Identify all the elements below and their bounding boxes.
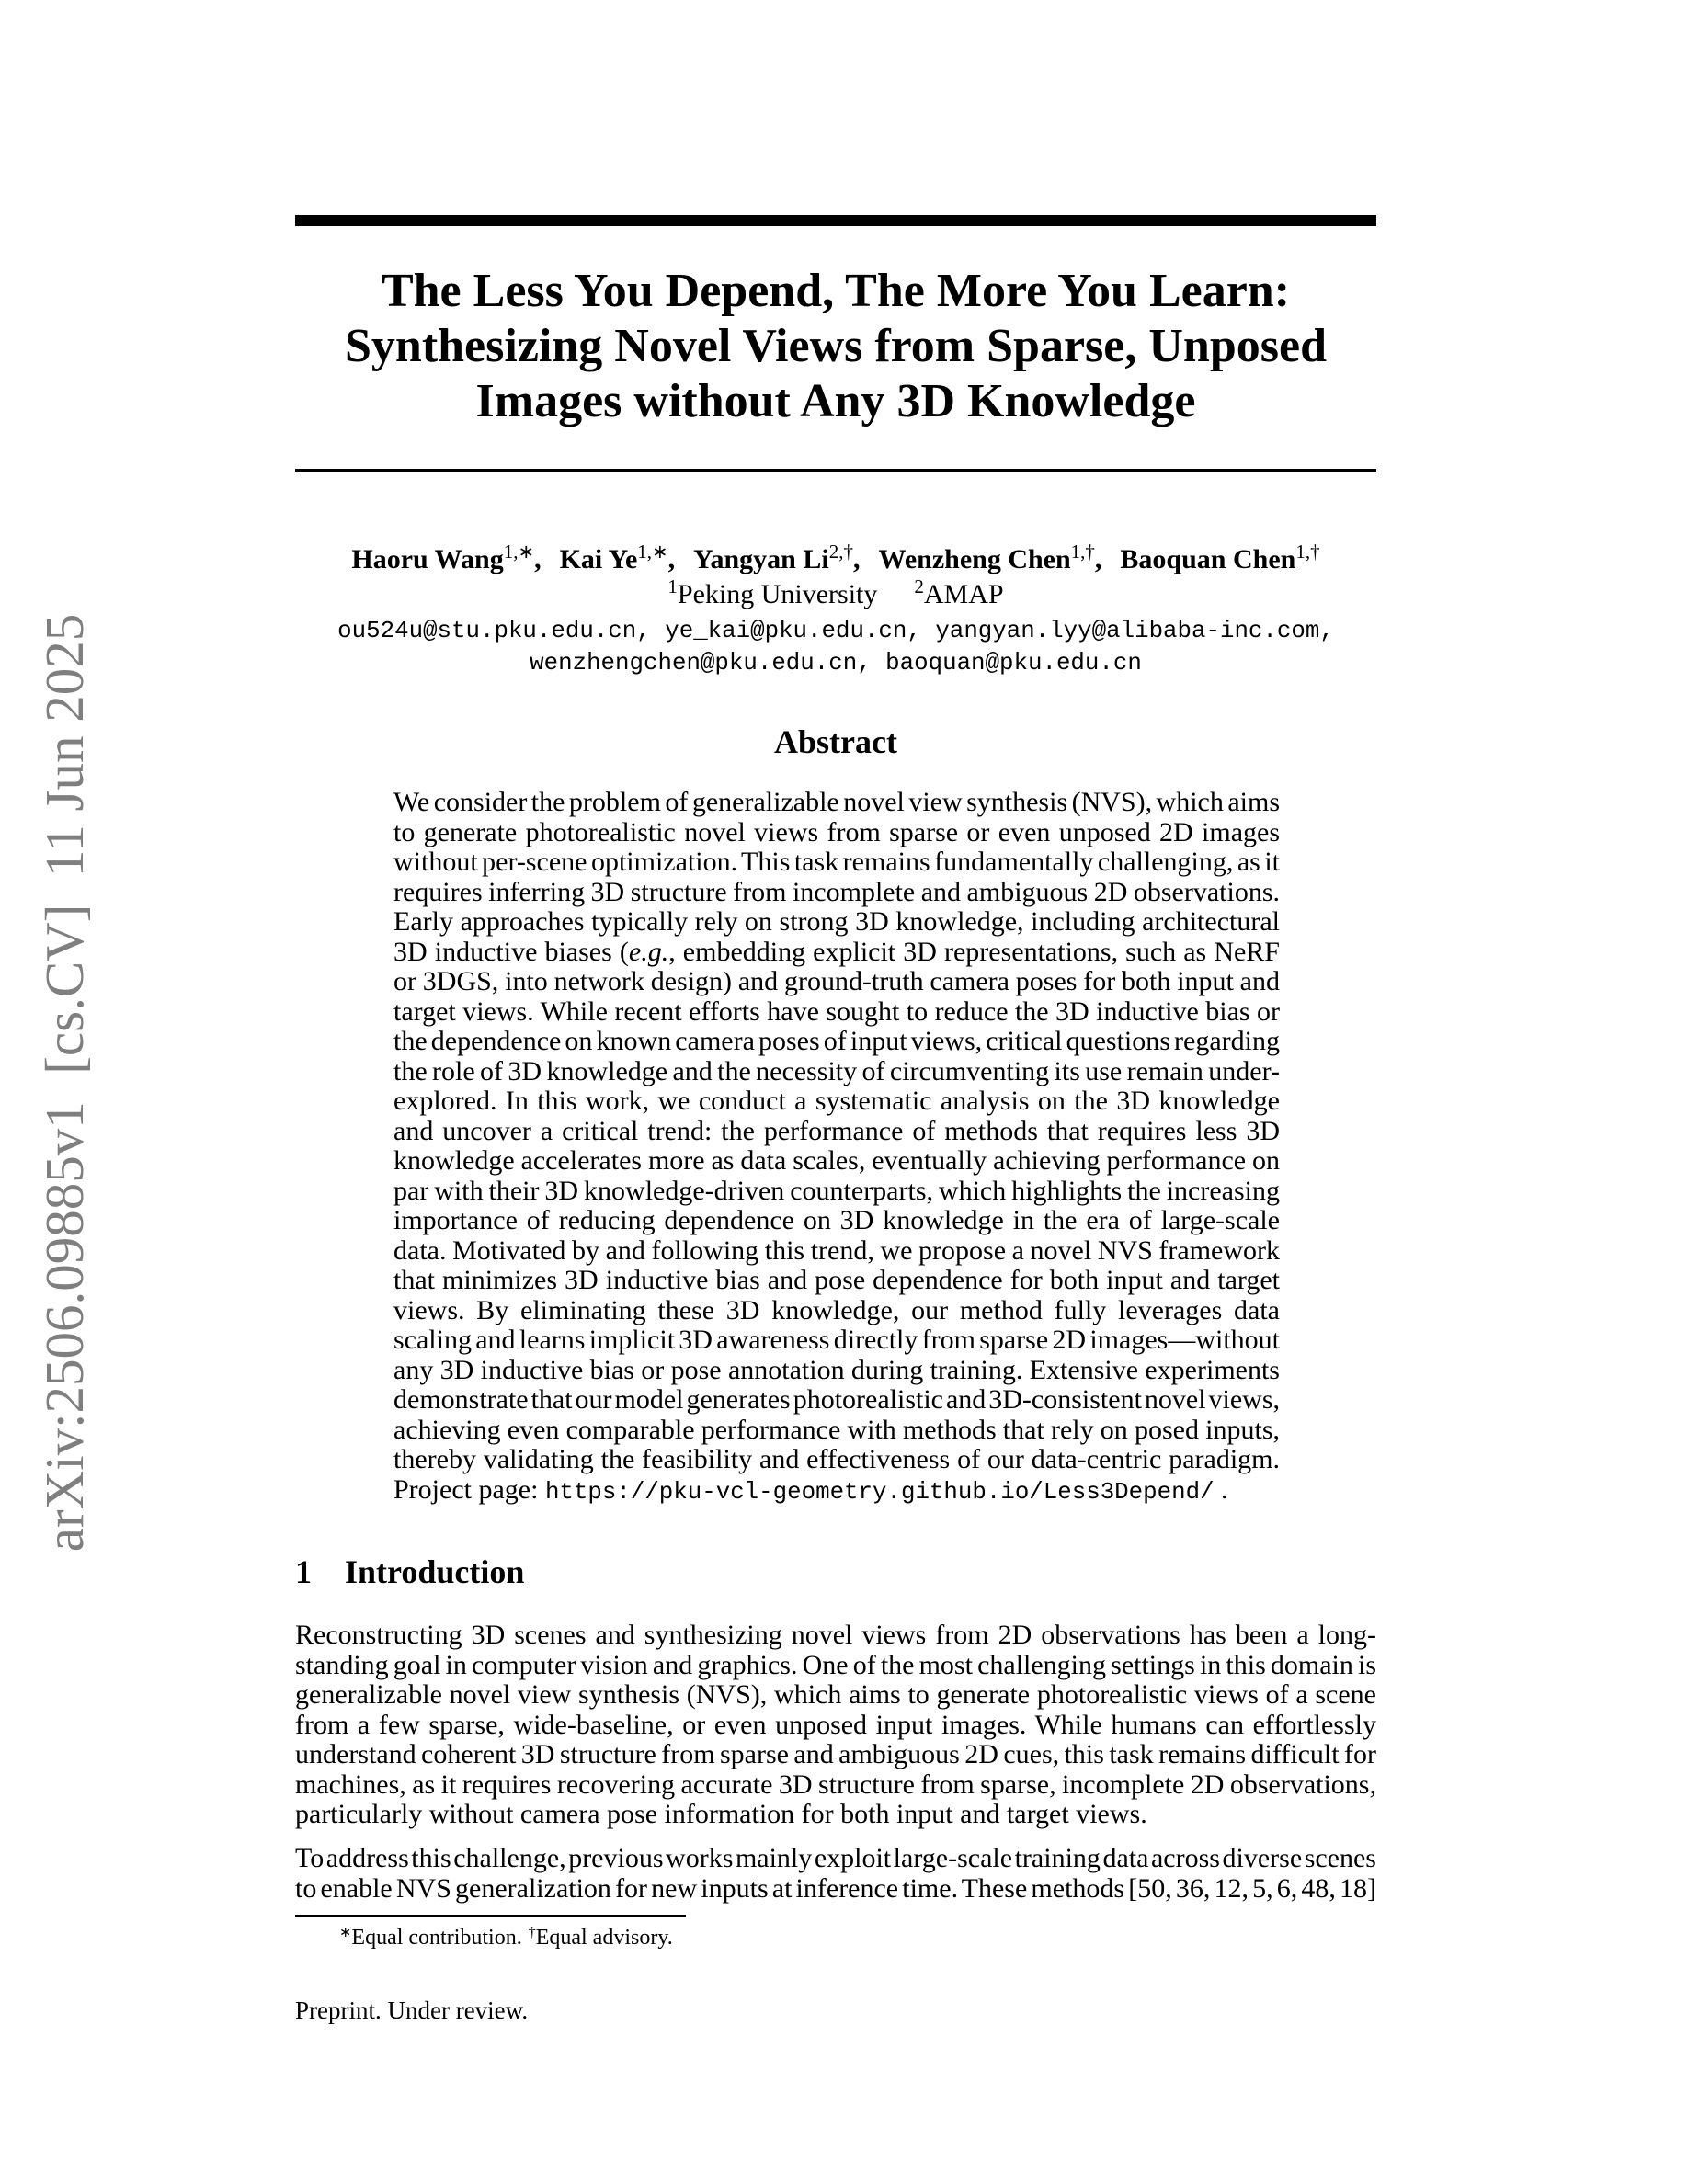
text-line	[393, 1146, 1280, 1177]
text-line	[295, 1680, 1376, 1711]
author-separator: ,	[1094, 544, 1102, 574]
text-run: to enable NVS generalization for new inputs at inference time. These methods	[295, 1872, 1129, 1904]
line-text: explored. In this work, we conduct a systematic analysis on the 3D knowledge	[393, 1086, 1280, 1116]
paper-title	[295, 264, 1376, 429]
text-line	[393, 1117, 1280, 1147]
line-text: that minimizes 3D inductive bias and pose dependence for both input and target	[393, 1265, 1280, 1295]
line-text: requires inferring 3D structure from incomplete and ambiguous 2D observations.	[393, 876, 1280, 907]
text-line	[393, 1356, 1280, 1386]
title-bottom-rule	[295, 469, 1376, 472]
text-line	[295, 1770, 1376, 1801]
text-line	[295, 1800, 1376, 1830]
author-list	[295, 540, 1376, 575]
line-text: and uncover a critical trend: the performance of methods that requires less 3D	[393, 1115, 1280, 1146]
text-line	[393, 1266, 1280, 1296]
text-line	[393, 938, 1280, 968]
abstract-heading: Abstract	[774, 723, 897, 760]
project-page-link[interactable]: https://pku-vcl-geometry.github.io/Less3Depend/	[544, 1478, 1215, 1506]
text-run: .	[1214, 1473, 1228, 1505]
text-line	[393, 788, 1280, 818]
line-text: target views. While recent efforts have sought to reduce the 3D inductive bias or	[393, 995, 1280, 1027]
author-affiliation-marker: 1,∗	[503, 540, 535, 563]
text-line	[393, 907, 1280, 938]
author-affiliation-marker: 2,†	[828, 540, 853, 563]
line-text	[393, 938, 1280, 968]
section-number: 1	[295, 1553, 312, 1590]
line-text	[295, 1874, 1376, 1905]
footnote	[529, 1926, 673, 1950]
author-separator: ,	[667, 544, 676, 574]
author	[693, 540, 861, 574]
arxiv-identifier-stamp: arXiv:2506.09885v1 [cs.CV] 11 Jun 2025	[34, 613, 95, 1553]
footnotes	[339, 1925, 673, 1951]
text-line	[393, 818, 1280, 848]
introduction-paragraph	[295, 1844, 1376, 1904]
line-text: any 3D inductive bias or pose annotation during training. Extensive experiments	[393, 1354, 1280, 1385]
line-text: standing goal in computer vision and graphics. One of the most challenging settings in this domain is	[295, 1649, 1376, 1680]
email-line: ou524u@stu.pku.edu.cn, ye_kai@pku.edu.cn, yangyan.lyy@alibaba-inc.com,	[337, 618, 1334, 644]
footnote-marker: †	[528, 1925, 536, 1940]
line-text: views. By eliminating these 3D knowledge, our method fully leverages data	[393, 1294, 1280, 1325]
title-line: Images without Any 3D Knowledge	[475, 375, 1196, 427]
line-text: scaling and learns implicit 3D awareness directly from sparse 2D images—without	[393, 1325, 1280, 1355]
line-text: or 3DGS, into network design) and ground-truth camera poses for both input and	[393, 966, 1280, 996]
preprint-notice: Preprint. Under review.	[295, 1996, 529, 2024]
line-text: to generate photorealistic novel views from sparse or even unposed 2D images	[393, 816, 1280, 847]
text-line	[393, 1325, 1280, 1356]
text-line	[393, 1206, 1280, 1236]
text-line	[393, 1296, 1280, 1326]
line-text: the dependence on known camera poses of input views, critical questions regarding	[393, 1026, 1280, 1056]
line-text: par with their 3D knowledge-driven counterparts, which highlights the increasing	[393, 1175, 1280, 1206]
text-line	[393, 997, 1280, 1028]
title-top-rule	[295, 215, 1376, 226]
author-emails	[295, 616, 1376, 679]
author	[559, 540, 676, 574]
section-heading	[295, 1553, 524, 1590]
text-line	[393, 1177, 1280, 1207]
line-text: understand coherent 3D structure from sparse and ambiguous 2D cues, this task remains difficult for	[295, 1739, 1376, 1769]
affiliation	[667, 575, 878, 609]
title-line: The Less You Depend, The More You Learn:	[381, 265, 1291, 317]
text-line	[393, 1086, 1280, 1117]
line-text: particularly without camera pose information for both input and target views.	[295, 1799, 1147, 1829]
line-text: To address this challenge, previous works mainly exploit large-scale training data across diverse scenes	[295, 1843, 1376, 1873]
section-title: Introduction	[345, 1553, 525, 1590]
text-line	[393, 1416, 1280, 1446]
text-line	[295, 1844, 1376, 1874]
text-line	[295, 1711, 1376, 1741]
author-separator: ,	[534, 544, 542, 574]
text-line	[295, 1874, 1376, 1905]
text-line	[295, 1621, 1376, 1651]
affiliation	[914, 575, 1004, 609]
author	[878, 540, 1102, 574]
line-text	[393, 1475, 1228, 1508]
affiliation-name: Peking University	[677, 579, 878, 609]
abstract-body	[393, 788, 1280, 1505]
author	[351, 540, 542, 574]
text-line	[393, 1027, 1280, 1057]
footnote-rule	[295, 1915, 686, 1917]
text-line	[393, 847, 1280, 878]
line-text: achieving even comparable performance with methods that rely on posed inputs,	[393, 1414, 1280, 1445]
text-line	[393, 1445, 1280, 1475]
footnote-text: Equal advisory.	[535, 1926, 673, 1950]
text-run: 3D inductive biases (	[393, 936, 629, 967]
line-text: demonstrate that our model generates photorealistic and 3D-consistent novel views,	[393, 1384, 1280, 1415]
text-line	[393, 1385, 1280, 1416]
author-separator: ,	[852, 544, 861, 574]
author-name: Haoru Wang	[351, 544, 504, 574]
author	[1120, 540, 1320, 574]
text-line	[295, 1651, 1376, 1681]
author-affiliation-marker: 1,†	[1295, 540, 1320, 563]
text-line	[393, 1236, 1280, 1267]
author-name: Yangyan Li	[693, 544, 829, 574]
line-text: generalizable novel view synthesis (NVS), which aims to generate photorealistic views of a scene	[295, 1679, 1376, 1710]
author-name: Baoquan Chen	[1120, 544, 1296, 574]
line-text: the role of 3D knowledge and the necessity of circumventing its use remain under-	[393, 1055, 1280, 1086]
line-text: machines, as it requires recovering accurate 3D structure from sparse, incomplete 2D observations,	[295, 1769, 1376, 1800]
affiliation-marker: 1	[667, 575, 678, 597]
email-line: wenzhengchen@pku.edu.cn, baoquan@pku.edu.cn	[530, 649, 1142, 677]
title-line: Synthesizing Novel Views from Sparse, Unposed	[344, 320, 1327, 372]
line-text: We consider the problem of generalizable novel view synthesis (NVS), which aims	[393, 787, 1280, 817]
line-text: thereby validating the feasibility and effectiveness of our data-centric paradigm.	[393, 1444, 1280, 1474]
footnote-marker: ∗	[339, 1925, 352, 1940]
introduction-paragraph	[295, 1621, 1376, 1830]
text-line	[295, 1740, 1376, 1770]
affiliation-name: AMAP	[923, 579, 1004, 609]
text-run: Project page:	[393, 1473, 545, 1505]
line-text: Early approaches typically rely on strong 3D knowledge, including architectural	[393, 906, 1280, 937]
author-name: Wenzheng Chen	[878, 544, 1071, 574]
text-line	[393, 967, 1280, 997]
line-text: knowledge accelerates more as data scales, eventually achieving performance on	[393, 1145, 1280, 1176]
line-text: from a few sparse, wide-baseline, or even unposed input images. While humans can effortlessly	[295, 1709, 1376, 1740]
line-text: Reconstructing 3D scenes and synthesizing novel views from 2D observations has been a long-	[295, 1620, 1376, 1650]
text-line	[393, 1475, 1280, 1506]
line-text: without per-scene optimization. This task remains fundamentally challenging, as it	[393, 847, 1280, 877]
author-affiliation-marker: 1,∗	[637, 540, 668, 563]
author-affiliation-marker: 1,†	[1070, 540, 1095, 563]
text-line	[393, 1057, 1280, 1087]
affiliation-list	[295, 575, 1376, 610]
footnote	[339, 1926, 522, 1950]
affiliation-marker: 2	[914, 575, 924, 597]
emphasis: e.g.	[628, 936, 669, 967]
text-run: , embedding explicit 3D representations, such as NeRF	[668, 936, 1280, 967]
citation-link[interactable]: [50, 36, 12, 5, 6, 48, 18]	[1128, 1872, 1377, 1904]
text-line	[393, 878, 1280, 908]
line-text: data. Motivated by and following this trend, we propose a novel NVS framework	[393, 1234, 1280, 1266]
footnote-text: Equal contribution.	[351, 1926, 522, 1950]
line-text: importance of reducing dependence on 3D knowledge in the era of large-scale	[393, 1205, 1280, 1235]
author-name: Kai Ye	[559, 544, 638, 574]
